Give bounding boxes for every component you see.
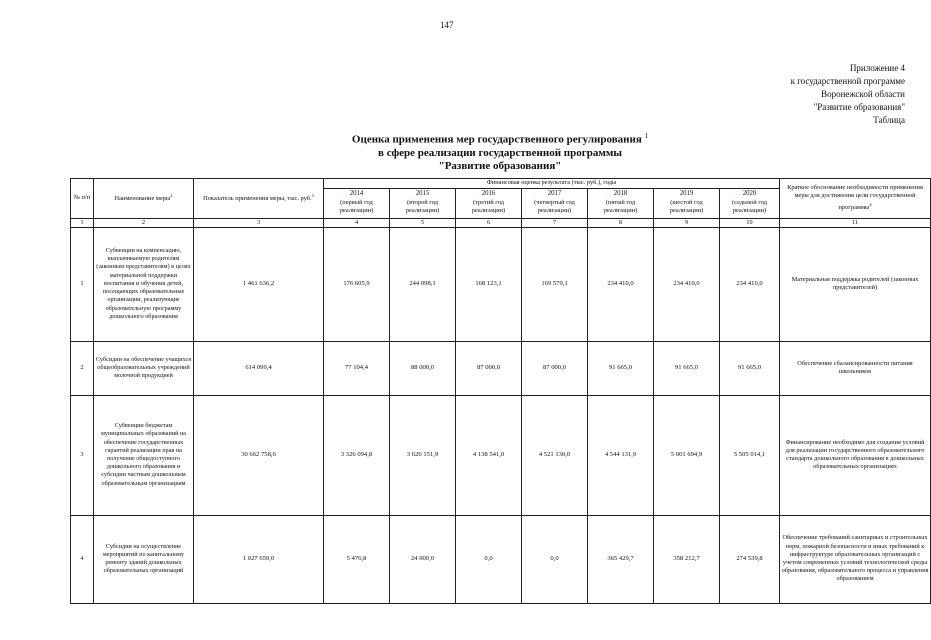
header-year: 2015 (второй год реализации) bbox=[390, 188, 456, 218]
row-value-2018: 4 544 131,9 bbox=[588, 395, 654, 515]
row-measure: Субвенции на компенсацию, выплачиваемую родителям (законным представителям) в целях материальной поддержки воспитания и обучения детей, посещающих образовательные организации, реализующие образовательную программу дошкольного образования bbox=[94, 227, 194, 341]
row-num: 2 bbox=[71, 341, 94, 395]
row-value-2020: 91 665,0 bbox=[720, 341, 780, 395]
row-value-2014: 5 476,8 bbox=[324, 515, 390, 603]
table-container bbox=[70, 178, 929, 608]
table-row bbox=[71, 227, 931, 341]
row-value-2014: 176 605,9 bbox=[324, 227, 390, 341]
column-number-row bbox=[71, 218, 931, 227]
row-num: 3 bbox=[71, 395, 94, 515]
appendix-line: Приложение 4 bbox=[849, 63, 905, 73]
row-value-2015: 3 626 151,9 bbox=[390, 395, 456, 515]
column-number: 1 bbox=[71, 218, 94, 227]
title-footnote: 1 bbox=[644, 132, 649, 140]
row-num: 4 bbox=[71, 515, 94, 603]
header-num: № п/п bbox=[71, 179, 94, 219]
header-row-top bbox=[71, 179, 931, 189]
header-year: 2017 (четвертый год реализации) bbox=[522, 188, 588, 218]
row-measure: Субвенции бюджетам муниципальных образований на обеспечение государственных гарантий реализации прав на получение общедоступного дошкольного образования и субсидии частным дошкольным образовательным организациям bbox=[94, 395, 194, 515]
row-justification: Материальная поддержка родителей (законных представителей) bbox=[780, 227, 931, 341]
header-year: 2019 (шестой год реализации) bbox=[654, 188, 720, 218]
document-title bbox=[300, 130, 700, 173]
row-value-2017: 169 579,1 bbox=[522, 227, 588, 341]
row-value-2020: 274 539,8 bbox=[720, 515, 780, 603]
column-number: 2 bbox=[94, 218, 194, 227]
column-number: 6 bbox=[456, 218, 522, 227]
row-value-2018: 365 429,7 bbox=[588, 515, 654, 603]
row-measure: Субсидии на обеспечение учащихся общеобразовательных учреждений молочной продукцией bbox=[94, 341, 194, 395]
row-measure: Субсидии на осуществление мероприятий по капитальному ремонту зданий дошкольных образовательных организаций bbox=[94, 515, 194, 603]
column-number: 9 bbox=[654, 218, 720, 227]
row-indicator: 30 662 758,6 bbox=[194, 395, 324, 515]
column-number: 3 bbox=[194, 218, 324, 227]
row-num: 1 bbox=[71, 227, 94, 341]
column-number: 10 bbox=[720, 218, 780, 227]
header-measure: Наименование меры$^2$ bbox=[94, 179, 194, 219]
row-value-2014: 3 326 094,8 bbox=[324, 395, 390, 515]
column-number: 5 bbox=[390, 218, 456, 227]
header-year: 2016 (третий год реализации) bbox=[456, 188, 522, 218]
column-number: 11 bbox=[780, 218, 931, 227]
header-year: 2018 (пятый год реализации) bbox=[588, 188, 654, 218]
title-line-1: Оценка применения мер государственного регулирования bbox=[351, 133, 642, 146]
header-year: 2020 (седьмой год реализации) bbox=[720, 188, 780, 218]
row-value-2016: 168 123,1 bbox=[456, 227, 522, 341]
row-value-2015: 88 000,0 bbox=[390, 341, 456, 395]
appendix-line: Воронежской области bbox=[821, 89, 905, 99]
table-label: Таблица bbox=[873, 115, 905, 125]
title-line-3: "Развитие образования" bbox=[438, 159, 562, 172]
row-justification: Обеспечение сбалансированности питания школьников bbox=[780, 341, 931, 395]
row-indicator: 1 461 636,2 bbox=[194, 227, 324, 341]
row-indicator: 614 099,4 bbox=[194, 341, 324, 395]
row-value-2020: 234 410,0 bbox=[720, 227, 780, 341]
table-row bbox=[71, 341, 931, 395]
header-justification: Краткое обоснование необходимости применения меры для достижения цели государственной программы$^4$ bbox=[780, 179, 931, 219]
row-value-2017: 0,0 bbox=[522, 515, 588, 603]
row-value-2020: 5 505 014,1 bbox=[720, 395, 780, 515]
row-value-2014: 77 104,4 bbox=[324, 341, 390, 395]
row-indicator: 1 027 659,0 bbox=[194, 515, 324, 603]
column-number: 8 bbox=[588, 218, 654, 227]
row-value-2015: 244 098,1 bbox=[390, 227, 456, 341]
appendix-header bbox=[705, 62, 905, 114]
row-value-2019: 234 410,0 bbox=[654, 227, 720, 341]
column-number: 7 bbox=[522, 218, 588, 227]
row-value-2016: 87 000,0 bbox=[456, 341, 522, 395]
row-value-2017: 4 521 130,0 bbox=[522, 395, 588, 515]
row-justification: Обеспечение требований санитарных и строительных норм, пожарной безопасности и иных требований к инфраструктуре образовательных организаций с учетом современных условий технологической среды образования, образовательного процесса и управления образованием bbox=[780, 515, 931, 603]
row-value-2018: 234 410,0 bbox=[588, 227, 654, 341]
title-line-2: в сфере реализации государственной программы bbox=[378, 146, 622, 159]
row-value-2017: 87 000,0 bbox=[522, 341, 588, 395]
column-number: 4 bbox=[324, 218, 390, 227]
row-value-2015: 24 000,0 bbox=[390, 515, 456, 603]
row-value-2016: 4 138 541,0 bbox=[456, 395, 522, 515]
page-number: 147 bbox=[440, 20, 454, 30]
header-year: 2014 (первый год реализации) bbox=[324, 188, 390, 218]
table-row bbox=[71, 515, 931, 603]
header-financial: Финансовая оценка результата (тыс. руб.), годы bbox=[324, 179, 780, 189]
row-value-2018: 91 665,0 bbox=[588, 341, 654, 395]
row-value-2019: 5 001 694,9 bbox=[654, 395, 720, 515]
row-value-2019: 91 665,0 bbox=[654, 341, 720, 395]
header-indicator: Показатель применения меры, тыс. руб.$^3$ bbox=[194, 179, 324, 219]
table-row bbox=[71, 395, 931, 515]
row-justification: Финансирование необходимо для создания условий для реализации государственного образовательного стандарта дошкольного образования в дошкольных образовательных организациях bbox=[780, 395, 931, 515]
row-value-2016: 0,0 bbox=[456, 515, 522, 603]
appendix-line: к государственной программе bbox=[790, 76, 905, 86]
regulation-measures-table bbox=[70, 178, 931, 604]
appendix-line: "Развитие образования" bbox=[813, 102, 905, 112]
row-value-2019: 358 212,7 bbox=[654, 515, 720, 603]
